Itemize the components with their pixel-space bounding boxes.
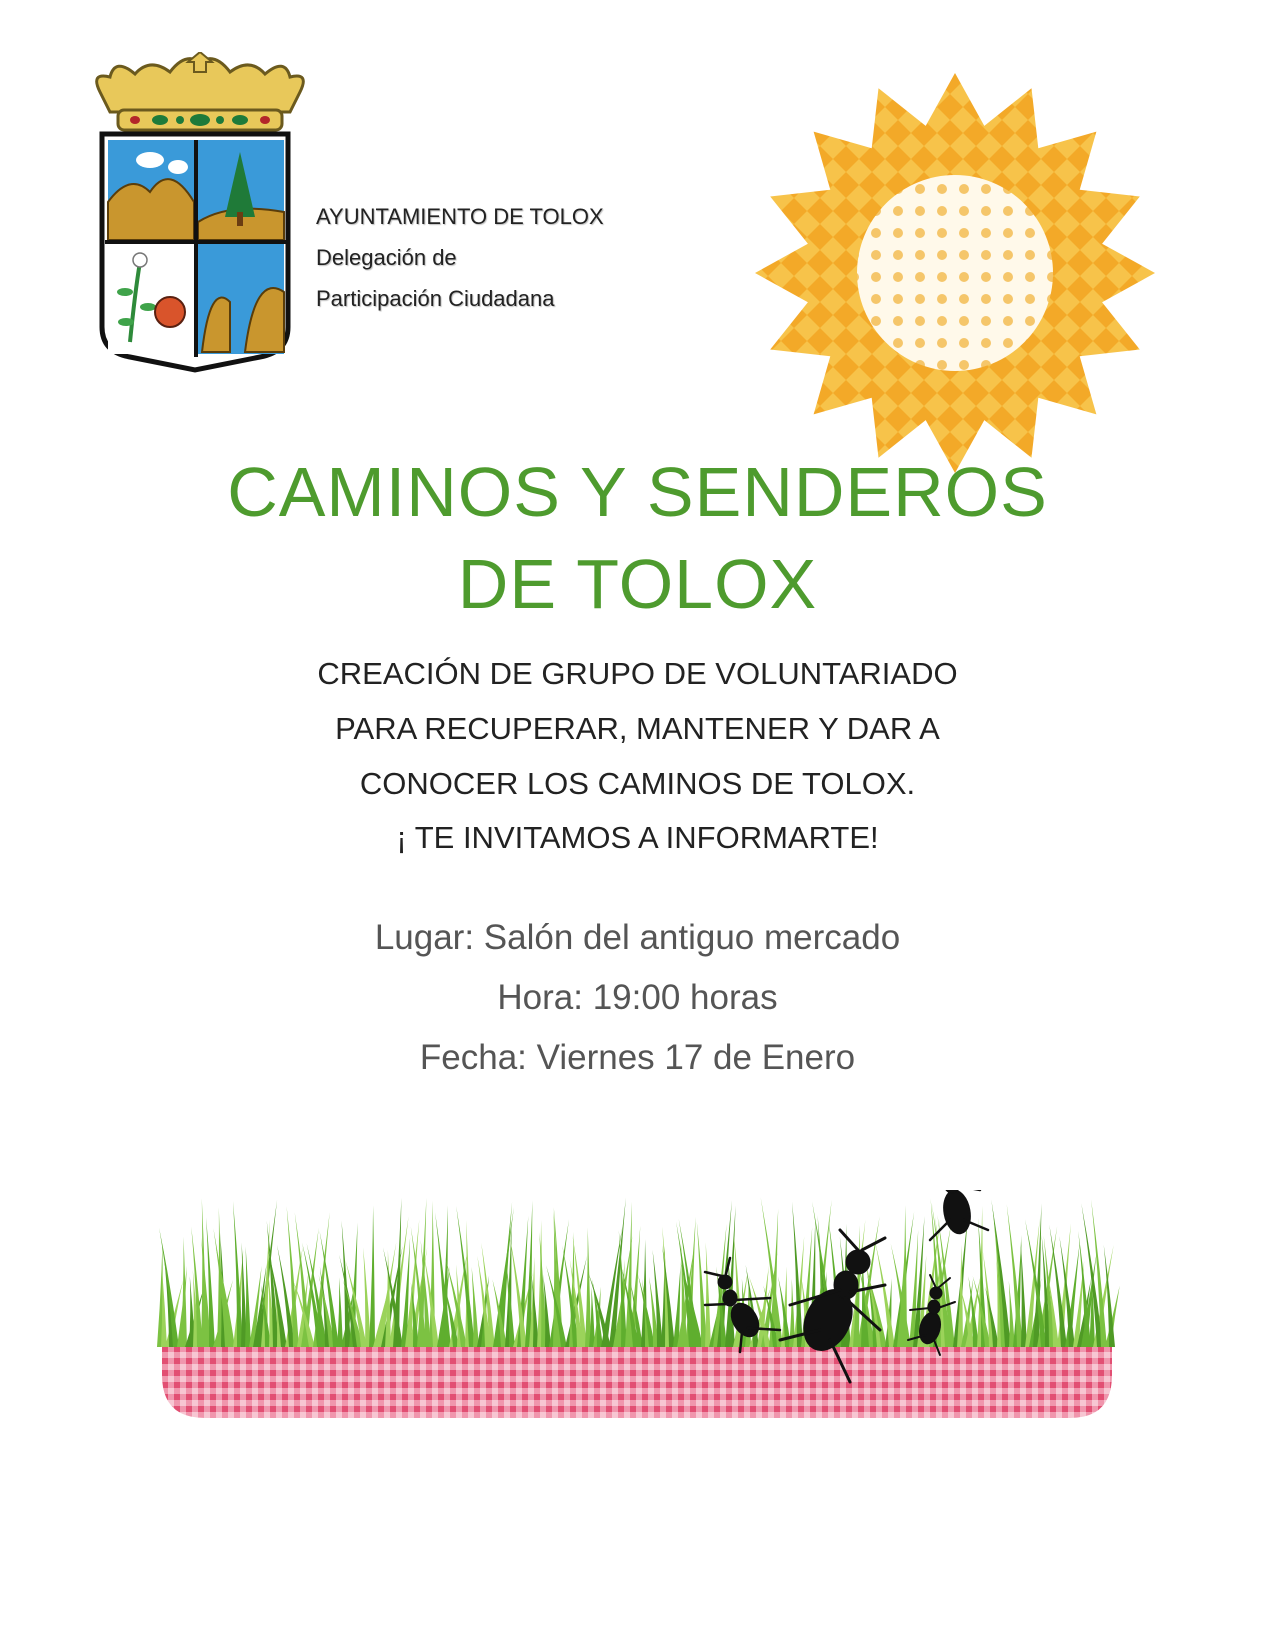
ant-icon bbox=[915, 1190, 988, 1240]
grass-with-ants-icon bbox=[150, 1190, 1125, 1490]
organization-name: AYUNTAMIENTO DE TOLOX bbox=[316, 204, 604, 229]
grass-blade bbox=[369, 1206, 375, 1348]
event-time: Hora: 19:00 horas bbox=[497, 978, 778, 1017]
department-line-1: Delegación de bbox=[316, 245, 457, 270]
crown-icon bbox=[97, 52, 304, 130]
event-place: Lugar: Salón del antiguo mercado bbox=[374, 918, 901, 957]
grass-blade bbox=[245, 1246, 251, 1347]
grass-blade bbox=[181, 1237, 187, 1347]
description-line-4: ¡ TE INVITAMOS A INFORMARTE! bbox=[396, 820, 879, 855]
grass-blades bbox=[157, 1197, 1120, 1347]
department-line-2: Participación Ciudadana bbox=[316, 286, 555, 311]
grass-blade bbox=[585, 1228, 591, 1348]
grass-blade bbox=[705, 1242, 711, 1347]
description-line-1: CREACIÓN DE GRUPO DE VOLUNTARIADO bbox=[317, 656, 958, 691]
description-line-2: PARA RECUPERAR, MANTENER Y DAR A bbox=[335, 711, 940, 746]
page-title-line-2: DE TOLOX bbox=[457, 545, 818, 623]
grass-blade bbox=[337, 1277, 343, 1347]
sun-icon bbox=[755, 68, 1185, 480]
description-line-3: CONOCER LOS CAMINOS DE TOLOX. bbox=[359, 766, 916, 801]
event-date: Fecha: Viernes 17 de Enero bbox=[419, 1038, 856, 1077]
grass-blade bbox=[1021, 1241, 1028, 1347]
coat-of-arms-icon bbox=[80, 52, 320, 387]
page-title-line-1: CAMINOS Y SENDEROS bbox=[227, 453, 1048, 531]
